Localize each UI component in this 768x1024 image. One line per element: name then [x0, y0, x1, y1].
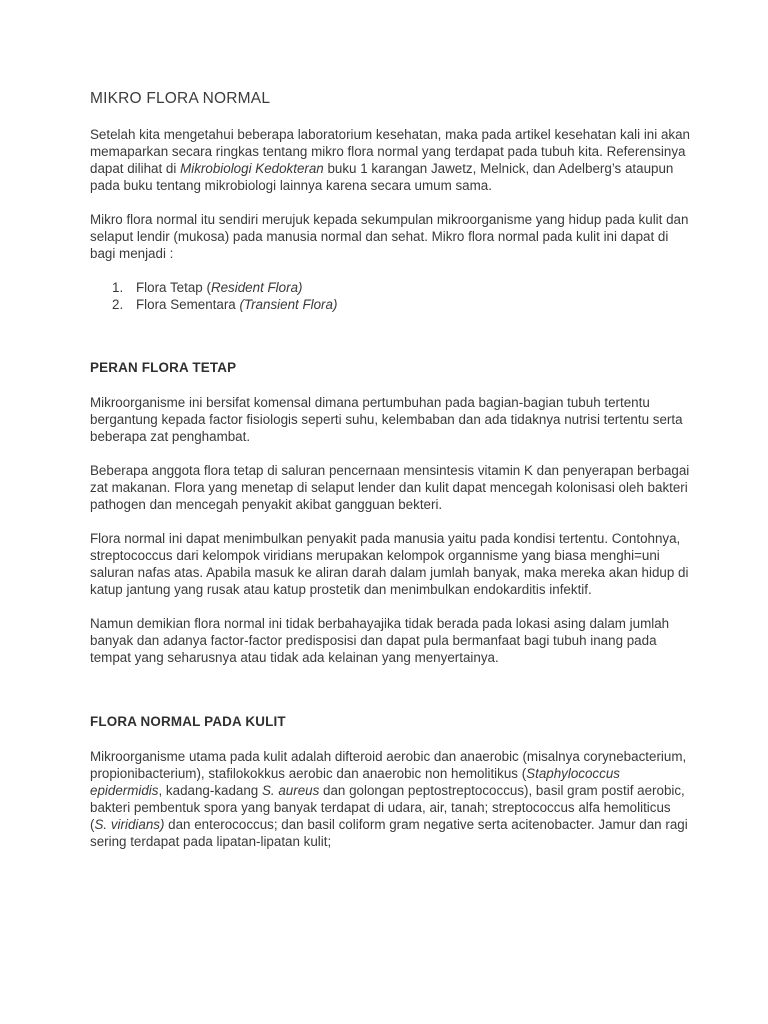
text-run: dan enterococcus; dan basil coliform gram negative serta acitenobacter. Jamur dan ragi sering terdapat pada lipatan-lipatan kulit; — [90, 817, 688, 849]
list-item — [112, 279, 690, 296]
text-run: Namun demikian flora normal ini tidak berbahayajika tidak berada pada lokasi asing dalam jumlah banyak dan adanya factor-factor predisposisi dan dapat pula bermanfaat bagi tubuh inang pada tempat yang seharusnya atau tidak ada kelainan yang menyertainya. — [90, 616, 670, 665]
list-item-text — [136, 297, 337, 312]
section1-paragraph-1 — [90, 394, 690, 445]
document-title: MIKRO FLORA NORMAL — [90, 90, 271, 107]
text-run: Flora Sementara — [136, 297, 240, 312]
list-item-number: 1. — [112, 280, 124, 295]
list-item-number: 2. — [112, 297, 124, 312]
italic-text: Mikrobiologi Kedokteran — [180, 161, 324, 176]
italic-text: S. viridians) — [94, 817, 165, 832]
intro-paragraph-2 — [90, 211, 690, 262]
section1-paragraph-2 — [90, 462, 690, 513]
section-heading-flora-normal-pada-kulit: FLORA NORMAL PADA KULIT — [90, 714, 286, 729]
section1-paragraph-4 — [90, 615, 690, 666]
text-run: dan golongan peptostreptococcus), basil gram postif aerobic, bakteri pembentuk spora yang banyak terdapat di udara, air, tanah; streptococcus alfa hemoliticus ( — [90, 783, 685, 832]
text-run: Mikro flora normal itu sendiri merujuk kepada sekumpulan mikroorganisme yang hidup pada kulit dan selaput lendir (mukosa) pada manusia normal dan sehat. Mikro flora normal pada kulit ini dapat di bagi menjadi : — [90, 212, 689, 261]
section2-paragraph-1 — [90, 748, 690, 850]
text-run: Setelah kita mengetahui beberapa laboratorium kesehatan, maka pada artikel kesehatan kali ini akan memaparkan secara ringkas tentang mikro flora normal yang terdapat pada tubuh kita. Referensinya dapat dilihat di — [90, 127, 690, 176]
italic-text: Staphylococcus epidermidis — [90, 766, 620, 798]
text-run: Mikroorganisme ini bersifat komensal dimana pertumbuhan pada bagian-bagian tubuh tertentu bergantung kepada factor fisiologis seperti suhu, kelembaban dan ada tidaknya nutrisi tertentu serta beberapa zat penghambat. — [90, 395, 683, 444]
flora-type-list — [112, 279, 690, 313]
text-run: Flora normal ini dapat menimbulkan penyakit pada manusia yaitu pada kondisi tertentu. Contohnya, streptococcus dari kelompok viridians merupakan kelompok organnisme yang biasa menghi=uni saluran nafas atas. Apabila masuk ke aliran darah dalam jumlah banyak, maka mereka akan hidup di katup jantung yang rusak atau katup prostetik dan menimbulkan endokarditis infektif. — [90, 531, 689, 597]
document-page — [90, 88, 690, 867]
text-run: Beberapa anggota flora tetap di saluran pencernaan mensintesis vitamin K dan penyerapan berbagai zat makanan. Flora yang menetap di selaput lender dan kulit dapat mencegah kolonisasi oleh bakteri pathogen dan mencegah penyakit akibat gangguan bekteri. — [90, 463, 690, 512]
section-heading-peran-flora-tetap: PERAN FLORA TETAP — [90, 360, 237, 375]
text-run: buku 1 karangan Jawetz, Melnick, dan Adelberg’s ataupun pada buku tentang mikrobiologi lainnya karena secara umum sama. — [90, 161, 674, 193]
text-run: Mikroorganisme utama pada kulit adalah difteroid aerobic dan anaerobic (misalnya corynebacterium, propionibacterium), stafilokokkus aerobic dan anaerobic non hemolitikus ( — [90, 749, 687, 781]
intro-paragraph-1 — [90, 126, 690, 194]
section1-paragraph-3 — [90, 530, 690, 598]
list-item-text — [136, 280, 302, 295]
list-item — [112, 296, 690, 313]
italic-text: Resident Flora) — [210, 280, 303, 295]
italic-text: (Transient Flora) — [239, 297, 338, 312]
section-spacer — [90, 683, 690, 713]
text-run: Flora Tetap ( — [136, 280, 211, 295]
italic-text: S. aureus — [261, 783, 320, 798]
text-run: , kadang-kadang — [158, 783, 262, 798]
